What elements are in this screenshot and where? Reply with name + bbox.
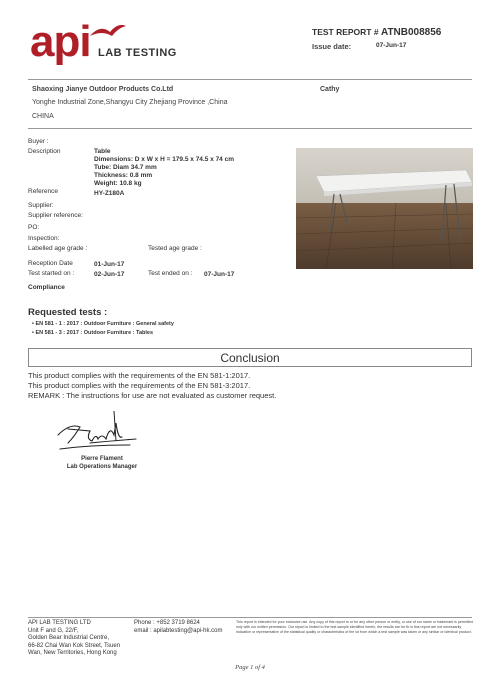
product-photo [296, 148, 473, 269]
footer-company: API LAB TESTING LTD [28, 620, 91, 626]
footer-address [28, 620, 120, 658]
header-divider [28, 79, 472, 80]
conclusion-line: REMARK : The instructions for use are not evaluated as customer request. [28, 391, 277, 400]
signer-title: Lab Operations Manager [66, 464, 138, 470]
requested-test-text: EN 581 - 1 : 2017 : Outdoor Furniture : General safety [35, 321, 174, 327]
conclusion-title: Conclusion [220, 351, 280, 365]
po-label: PO: [28, 224, 40, 231]
report-label: TEST REPORT # [312, 27, 379, 37]
requested-test-item: • EN 581 - 1 : 2017 : Outdoor Furniture : General safety [32, 321, 174, 327]
contact-name: Cathy [320, 86, 340, 93]
bird-icon [88, 22, 128, 42]
conclusion-line: This product complies with the requirements of the EN 581-1:2017. [28, 371, 251, 380]
inspection-label: Inspection: [28, 235, 60, 242]
address-line-2: CHINA [32, 113, 54, 120]
buyer-label: Buyer : [28, 138, 49, 145]
requested-test-item: • EN 581 - 3 : 2017 : Outdoor Furniture : Tables [32, 330, 154, 336]
page-number: Page 1 of 4 [235, 664, 265, 671]
party-divider [28, 128, 472, 129]
conclusion-line: This product complies with the requirements of the EN 581-3:2017. [28, 381, 251, 390]
test-ended-value: 07-Jun-17 [204, 271, 235, 278]
conclusion-box [28, 348, 472, 367]
logo-subtitle: LAB TESTING [98, 47, 177, 59]
footer-address-line: Wan, New Territories, Hong Kong [28, 650, 117, 656]
company-name: Shaoxing Jianye Outdoor Products Co.Ltd [32, 86, 174, 93]
footer-phone: Phone : +852 3719 8624 [134, 620, 200, 626]
supplier-reference-label: Supplier reference: [28, 212, 83, 219]
issue-value: 07-Jun-17 [376, 42, 407, 49]
description-line: Weight: 10.8 kg [94, 180, 142, 187]
labelled-age-label: Labelled age grade : [28, 245, 88, 252]
description-title: Table [94, 148, 111, 155]
test-started-label: Test started on : [28, 270, 75, 277]
description-line: Dimensions: D x W x H = 179.5 x 74.5 x 74 cm [94, 156, 234, 163]
reference-label: Reference [28, 188, 58, 195]
logo-wordmark: api [30, 17, 91, 66]
description-line: Thickness: 0.8 mm [94, 172, 153, 179]
description-label: Description [28, 148, 61, 155]
footer-disclaimer: This report is intended for your exclusive use. Any copy of this report to or for any other person or entity, or use of our name or trademark is permitted only with our written permission. Our report is limited to the test sample identified herein, the results are for th in this report are not necessarily indicative or representative of the statistical quality or characteristics of the lot from which a test sample was taken or any similar or identical product. [236, 620, 473, 635]
api-logo [30, 17, 210, 70]
footer-address-line: Golden Bear Industrial Centre, [28, 635, 110, 641]
issue-label: Issue date: [312, 42, 352, 51]
test-started-value: 02-Jun-17 [94, 271, 125, 278]
report-number: ATNB008856 [380, 27, 442, 38]
reception-value: 01-Jun-17 [94, 261, 125, 268]
tested-age-label: Tested age grade : [148, 245, 202, 252]
address-line-1: Yonghe Industrial Zone,Shangyu City Zhejiang Province ,China [32, 99, 228, 106]
footer-contact [134, 620, 222, 635]
issue-date [312, 42, 407, 51]
signer-name: Pierre Flament [81, 456, 123, 462]
requested-tests-title: Requested tests : [28, 307, 108, 318]
supplier-label: Supplier: [28, 202, 54, 209]
test-ended-label: Test ended on : [148, 270, 193, 277]
footer-email[interactable]: email : apilabtesting@api-hk.com [134, 627, 223, 634]
reference-value: HY-Z180A [94, 190, 125, 197]
signature-image [50, 405, 140, 455]
footer-address-line: Unit F and G, 22/F, [28, 627, 79, 634]
table-image [296, 148, 473, 269]
description-line: Tube: Diam 34.7 mm [94, 164, 157, 171]
compliance-label: Compliance [28, 284, 65, 291]
reception-label: Reception Date [28, 260, 73, 267]
report-title [312, 27, 441, 38]
footer-divider [28, 617, 472, 618]
footer-address-line: 66-82 Chai Wan Kok Street, Tsuen [28, 642, 121, 649]
requested-test-text: EN 581 - 3 : 2017 : Outdoor Furniture : Tables [35, 330, 154, 336]
